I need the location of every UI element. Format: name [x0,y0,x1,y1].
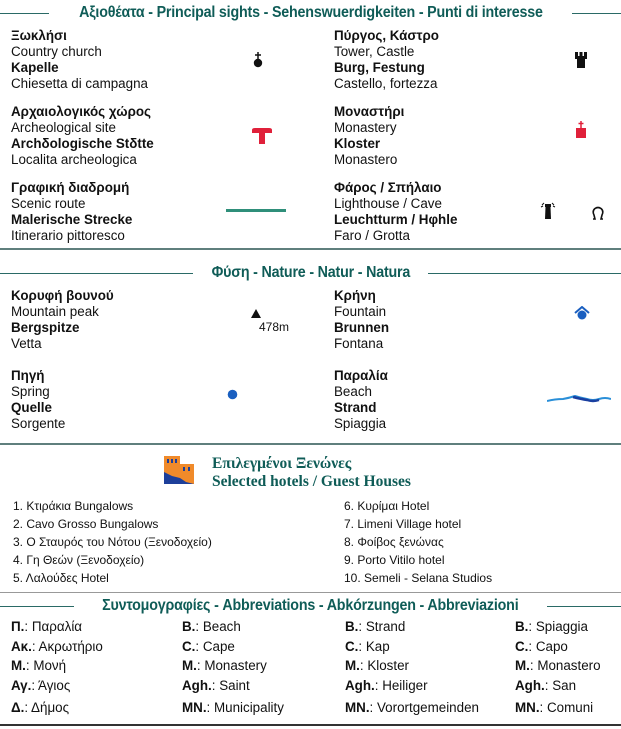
abbreviation-item: Ακ.: Ακρωτήριο [11,638,103,654]
church-icon [252,52,264,68]
abbreviations-german [345,617,479,718]
label-german: Leuchtturm / Hφhle [334,212,458,227]
section-divider [0,592,621,593]
label-greek: Ξωκλήσι [11,28,67,43]
abbreviations-english [182,617,284,718]
hotel-list-left [13,497,212,587]
hotel-item: 1. Κτιράκια Bungalows [13,499,134,513]
abbreviation-item: Δ.: Δήμος [11,700,70,715]
mountain-peak-icon [251,309,261,318]
label-english: Spring [11,384,50,399]
label-italian: Sorgente [11,416,66,431]
section-title: Συντομογραφίες - Abbreviations - Abkórzungen - Abbreviazioni [102,597,519,614]
label-german: Strand [334,400,377,415]
label-english: Beach [334,384,372,399]
abbreviations-italian [515,617,601,718]
abbreviation-item: B.: Strand [345,619,406,634]
hotel-list-right [344,497,492,587]
label-italian: Itinerario pittoresco [11,228,125,243]
abbreviation-item: C.: Kap [345,638,390,654]
label-greek: Κορυφή βουνού [11,288,114,303]
abbreviation-item: Agh.: Heiliger [345,677,428,693]
hotel-item: 4. Γη Θεών (Ξενοδοχείο) [13,553,145,567]
hotel-item: 5. Λαλούδες Hotel [13,571,109,585]
legend-entry-castle [334,28,574,92]
abbreviation-item: C.: Capo [515,638,568,654]
hotel-item: 9. Porto Vitilo hotel [344,553,445,567]
section-header-abbreviations [0,595,621,617]
section-header-nature [0,262,621,284]
label-german: Bergspitze [11,320,80,335]
label-italian: Localita archeologica [11,152,137,167]
label-italian: Spiaggia [334,416,387,431]
label-english: Fountain [334,304,387,319]
label-english: Monastery [334,120,397,135]
abbreviation-item: Π.: Παραλία [11,619,83,634]
spring-icon [227,389,238,400]
divider [0,13,49,14]
legend-entry-spring [11,368,251,432]
abbreviation-item: MN.: Comuni [515,700,594,715]
hotel-item: 7. Limeni Village hotel [344,517,462,531]
label-greek: Φάρος / Σπήλαιο [334,180,442,195]
fountain-icon [574,306,590,320]
divider [0,606,74,607]
label-german: Kapelle [11,60,59,75]
label-greek: Πηγή [11,368,45,383]
divider [572,13,621,14]
divider [428,273,621,274]
label-german: Brunnen [334,320,390,335]
section-divider [0,443,621,445]
section-divider [0,248,621,250]
legend-entry-fountain [334,288,574,352]
hotel-item: 3. Ο Σταυρός του Νότου (Ξενοδοχείο) [13,535,212,549]
label-greek: Γραφική διαδρομή [11,180,130,195]
label-german: Quelle [11,400,52,415]
abbreviations-greek [11,617,103,718]
scenic-route-icon [226,208,286,214]
abbreviation-item: Agh.: San [515,677,577,693]
elevation-label: 478m [259,320,290,334]
hotel-icon [164,454,194,484]
legend-entry-monastery [334,104,574,168]
hotel-item: 2. Cavo Grosso Bungalows [13,517,159,531]
abbreviation-item: Μ.: Μονή [11,658,67,673]
legend-entry-mountain-peak [11,288,251,352]
legend-entry-archaeological-site [11,104,251,168]
hotel-item: 6. Κυρίμαι Hotel [344,499,430,513]
abbreviation-item: Αγ.: Άγιος [11,677,71,693]
label-english: Archeological site [11,120,116,135]
abbreviation-item: C.: Cape [182,638,235,654]
lighthouse-icon [540,202,556,220]
label-italian: Chiesetta di campagna [11,76,148,91]
label-italian: Castello, fortezza [334,76,438,91]
archaeological-site-icon [252,128,272,144]
cave-icon [591,206,605,220]
hotel-item: 10. Semeli - Selana Studios [344,571,493,585]
label-italian: Fontana [334,336,384,351]
hotels-title-english: Selected hotels / Guest Houses [212,473,411,490]
label-german: Archδologische Stδtte [11,136,154,151]
abbreviation-item: MN.: Municipality [182,700,284,715]
label-english: Country church [11,44,102,59]
label-italian: Monastero [334,152,398,167]
divider [0,273,193,274]
abbreviation-item: M.: Monastero [515,658,601,673]
label-greek: Μοναστήρι [334,104,405,119]
divider [547,606,621,607]
section-title: Αξιοθέατα - Principal sights - Sehenswuerdigkeiten - Punti di interesse [78,4,543,21]
bottom-divider [0,724,621,726]
section-title: Φύση - Nature - Natur - Natura [211,264,410,281]
abbreviation-item: M.: Monastery [182,658,267,673]
label-greek: Αρχαιολογικός χώρος [11,104,151,119]
legend-entry-scenic-route [11,180,251,244]
legend-entry-beach [334,368,574,432]
beach-icon [547,393,611,405]
hotel-item: 8. Φοίβος ξενώνας [344,535,444,549]
legend-entry-country-church [11,28,251,92]
label-greek: Πύργος, Κάστρο [334,28,439,43]
label-italian: Vetta [11,336,42,351]
hotels-title-greek: Επιλεγμένοι Ξενώνες [212,455,352,472]
abbreviation-item: B.: Spiaggia [515,619,588,634]
abbreviation-item: B.: Beach [182,619,241,634]
label-english: Mountain peak [11,304,99,319]
hotels-title [212,455,411,491]
legend-entry-lighthouse-cave [334,180,574,244]
abbreviation-item: MN.: Vorortgemeinden [345,700,479,715]
abbreviation-item: Agh.: Saint [182,677,250,693]
label-english: Lighthouse / Cave [334,196,442,211]
label-german: Kloster [334,136,381,151]
label-greek: Παραλία [334,368,388,383]
label-german: Burg, Festung [334,60,425,75]
label-english: Scenic route [11,196,86,211]
label-german: Malerische Strecke [11,212,133,227]
section-header-sights [0,2,621,24]
monastery-icon [576,121,586,138]
abbreviation-item: M.: Kloster [345,658,409,673]
label-english: Tower, Castle [334,44,415,59]
castle-icon [575,52,587,68]
label-italian: Faro / Grotta [334,228,410,243]
label-greek: Κρήνη [334,288,376,303]
